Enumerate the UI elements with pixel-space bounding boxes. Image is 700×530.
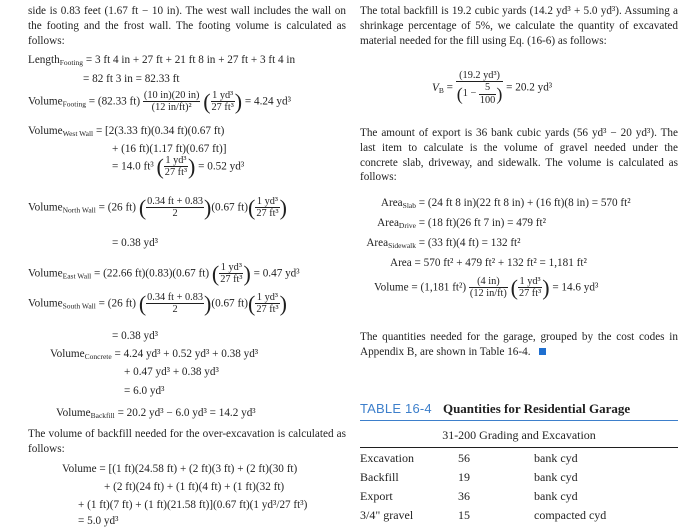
- volume-overexcavation-line2: + (2 ft)(24 ft) + (1 ft)(4 ft) + (1 ft)(32 ft): [104, 481, 285, 493]
- volume-south-wall-result: = 0.38 yd³: [112, 330, 159, 342]
- table-cell-item: Excavation: [360, 450, 414, 465]
- table-top-rule: [360, 420, 678, 421]
- table-row: [360, 506, 678, 525]
- volume-concrete-line3: = 6.0 yd³: [124, 385, 165, 397]
- volume-west-wall-equation: Volume$_{West Wall}$ = [2(3.33 ft)(0.34 ft)(0.67 ft): [28, 125, 225, 138]
- volume-concrete-line2: + 0.47 yd³ + 0.38 yd³: [124, 366, 219, 378]
- footing-fraction: $\frac{(10 in)(20 in)}{\text{(12 in/ft)²}}$: [143, 90, 200, 114]
- quantities-table: [360, 449, 678, 525]
- volume-south-wall-equation: Volume$_{South Wall}$ = (26 ft) ( $\frac{0.34 ft + 0.83}{2}$ )(0.67 ft)( $\frac{\text{1 yd³}}{\text{27 ft³}}$ ): [28, 290, 287, 316]
- volume-west-wall-line3: = 14.0 ft³ ( $\frac{\text{1 yd³}}{\text{27 ft³}}$ ) = 0.52 yd³: [112, 153, 245, 179]
- table-cell-unit: bank cyd: [534, 488, 578, 503]
- overexcavation-paragraph: The volume of backfill needed for the over-excavation is calculated as follows:: [28, 428, 346, 455]
- table-label: TABLE 16-4: [360, 401, 432, 416]
- volume-backfill-equation: Volume$_{Backfill}$ = 20.2 yd³ − 6.0 yd³ = 14.2 yd³: [56, 407, 256, 420]
- area-drive-equation: Area$_{Drive}$ = (18 ft)(26 ft 7 in) = 479 ft²: [377, 217, 547, 230]
- volume-overexcavation-result: = 5.0 yd³: [78, 515, 119, 527]
- table-section-rule: [360, 447, 678, 448]
- table-cell-item: Export: [360, 488, 393, 503]
- intro-paragraph: side is 0.83 feet (1.67 ft − 10 in). The west wall includes the wall on the footing and the frost wall. The footing volume is calculated as follows:: [28, 5, 346, 47]
- table-cell-item: 3/4" gravel: [360, 507, 414, 522]
- table-cell-item: Backfill: [360, 469, 399, 484]
- table-cell-qty: 56: [458, 450, 470, 465]
- table-section-heading: 31-200 Grading and Excavation: [442, 428, 596, 442]
- volume-concrete-equation: Volume$_{Concrete}$ = 4.24 yd³ + 0.52 yd³ + 0.38 yd³: [50, 348, 259, 361]
- volume-overexcavation-line1: Volume = [(1 ft)(24.58 ft) + (2 ft)(3 ft) + (2 ft)(30 ft): [62, 463, 298, 475]
- volume-footing-equation: Volume$_{Footing}$ = (82.33 ft) $\frac{(10 in)(20 in)}{\text{(12 in/ft)²}}$ ( $\frac{\text{1 yd³}}{\text{27 ft³}}$ ) = 4.24 yd³: [28, 88, 291, 114]
- table-cell-unit: bank cyd: [534, 469, 578, 484]
- area-slab-equation: Area$_{Slab}$ = (24 ft 8 in)(22 ft 8 in) + (16 ft)(8 in) = 570 ft²: [380, 197, 631, 210]
- length-footing-result: = 82 ft 3 in = 82.33 ft: [83, 73, 180, 85]
- volume-west-wall-line2: + (16 ft)(1.17 ft)(0.67 ft)]: [112, 143, 227, 155]
- table-caption: Quantities for Residential Garage: [442, 401, 631, 416]
- table-row: [360, 468, 678, 487]
- export-paragraph: The amount of export is 36 bank cubic yards (56 yd³ − 20 yd³). The last item to calculate is the volume of gravel needed under the concrete slab, driveway, and sidewalk. The volume is calculated as follows:: [360, 127, 678, 184]
- volume-overexcavation-line3: + (1 ft)(7 ft) + (1 ft)(21.58 ft)](0.67 ft)(1 yd³/27 ft³): [78, 499, 308, 511]
- area-total-equation: Area = 570 ft² + 479 ft² + 132 ft² = 1,181 ft²: [390, 257, 587, 269]
- backfill-paragraph: The total backfill is 19.2 cubic yards (14.2 yd³ + 5.0 yd³). Assuming a shrinkage percentage of 5%, we calculate the quantity of excavated material needed for the fill using Eq. (16-6) as follows:: [360, 5, 678, 47]
- table-row: [360, 487, 678, 506]
- volume-north-wall-equation: Volume$_{North Wall}$ = (26 ft) ( $\frac{0.34 ft + 0.83}{2}$ )(0.67 ft)( $\frac{\text{1 yd³}}{\text{27 ft³}}$ ): [28, 194, 287, 220]
- volume-north-wall-result: = 0.38 yd³: [112, 237, 159, 249]
- volume-gravel-equation: Volume = (1,181 ft²) $\frac{(4 in)}{(12 in/ft)}$ ( $\frac{\text{1 yd³}}{\text{27 ft³}}$ ) = 14.6 yd³: [374, 274, 599, 300]
- table-cell-unit: bank cyd: [534, 450, 578, 465]
- table-cell-qty: 36: [458, 488, 470, 503]
- quantities-paragraph: The quantities needed for the garage, grouped by the cost codes in Appendix B, are shown in Table 16-4.: [360, 331, 678, 358]
- length-footing-equation: Length$_{Footing}$ = 3 ft 4 in + 27 ft + 21 ft 8 in + 27 ft + 3 ft 4 in: [28, 54, 296, 67]
- area-sidewalk-equation: Area$_{Sidewalk}$ = (33 ft)(4 ft) = 132 ft²: [366, 237, 521, 250]
- table-cell-unit: compacted cyd: [534, 507, 607, 522]
- table-cell-qty: 19: [458, 469, 470, 484]
- table-row: [360, 449, 678, 468]
- table-cell-qty: 15: [458, 507, 470, 522]
- vb-fraction: (19.2 yd³) (1 − $\frac{5}{100}$ ): [456, 70, 503, 106]
- vb-equation: $V_B$ = (19.2 yd³) (1 − $\frac{5}{100}$ ) = 20.2 yd³: [432, 70, 553, 106]
- end-of-section-marker-icon: [539, 348, 546, 355]
- volume-east-wall-equation: Volume$_{East Wall}$ = (22.66 ft)(0.83)(0.67 ft) ( $\frac{\text{1 yd³}}{\text{27 ft³}}$ ) = 0.47 yd³: [28, 260, 300, 286]
- table-title: [360, 400, 630, 418]
